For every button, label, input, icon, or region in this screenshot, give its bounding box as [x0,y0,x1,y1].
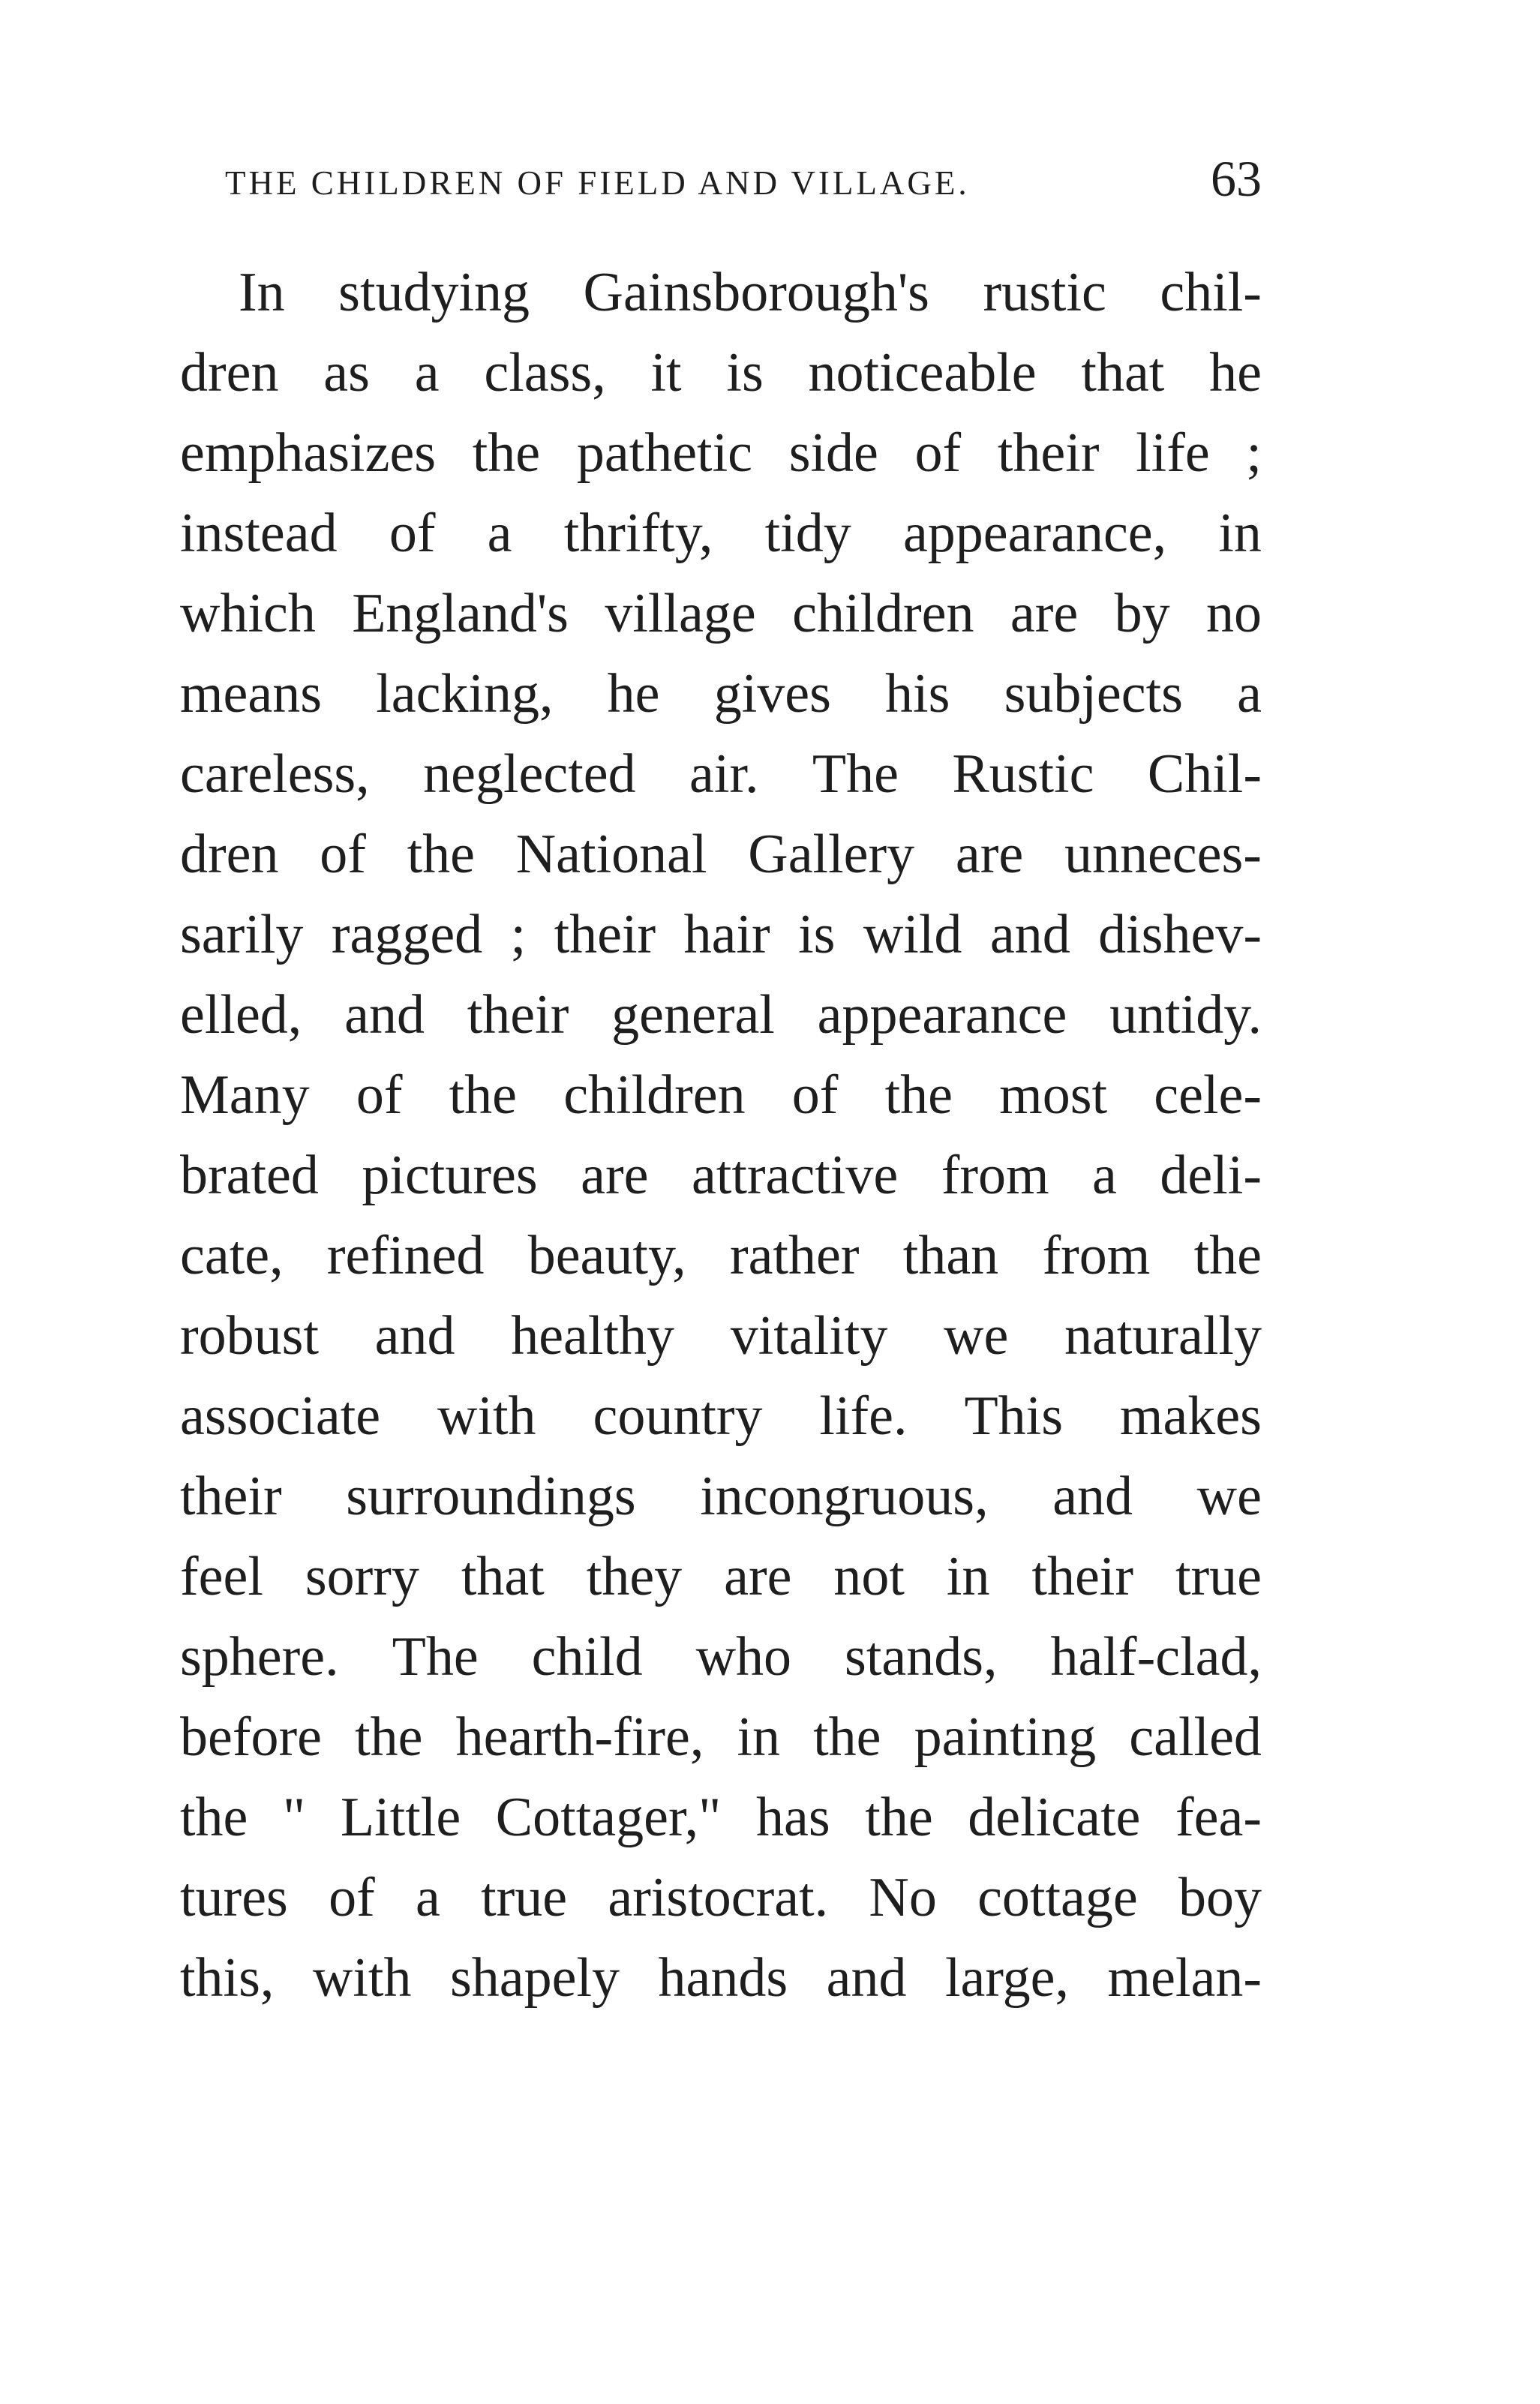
text-line [180,574,1262,654]
word: in [737,1706,781,1768]
text-line [180,1778,1262,1858]
text-line [180,333,1262,413]
text-line [180,1697,1262,1778]
word: sphere. [180,1626,339,1688]
word: robust [180,1305,319,1367]
word: their [180,1466,282,1527]
word: makes [1119,1385,1262,1447]
word: aristocrat. [608,1867,829,1928]
word: beauty, [527,1225,686,1286]
word: subjects [1004,663,1183,725]
word: village [605,583,756,644]
page-number: 63 [1211,150,1262,207]
word: studying [338,262,530,323]
word: children [563,1064,746,1126]
text-line [180,1858,1262,1938]
word: a [414,342,440,404]
word: from [1042,1225,1151,1286]
word: the [180,1787,248,1848]
word: tidy [764,503,851,564]
word: thrifty, [563,503,713,564]
word: noticeable [808,342,1037,404]
word: Gallery [748,824,915,885]
word: as [323,342,370,404]
word: In [239,262,285,323]
word: is [798,904,836,965]
running-title: THE CHILDREN OF FIELD AND VILLAGE. [225,164,970,202]
word: Chil- [1147,743,1262,805]
word: unneces- [1064,824,1262,885]
word: large, [944,1947,1070,2009]
word: boy [1178,1867,1262,1928]
word: neglected [423,743,636,805]
word: than [902,1225,999,1286]
word: Rustic [952,743,1094,805]
word: pathetic [576,422,753,484]
text-line [180,1537,1262,1617]
word: their [467,984,569,1046]
word: of [914,422,962,484]
word: vitality [730,1305,888,1367]
word: this, [180,1947,275,2009]
word: delicate [968,1787,1141,1848]
word: refined [326,1225,485,1286]
text-line [180,654,1262,734]
word: the [1193,1225,1262,1286]
word: which [180,583,316,644]
word: are [1010,583,1079,644]
word: side [788,422,878,484]
word: associate [180,1385,381,1447]
word: wild [863,904,962,965]
word: class, [484,342,606,404]
word: half-clad, [1050,1626,1262,1688]
word: he [1209,342,1262,404]
word: with [312,1947,412,2009]
word: has [755,1787,830,1848]
word: the [813,1706,881,1768]
word: his [885,663,950,725]
text-line [180,975,1262,1055]
word: that [1081,342,1165,404]
word: from [941,1145,1049,1206]
text-line [180,1055,1262,1136]
word: lacking, [376,663,554,725]
word: of [356,1064,403,1126]
word: instead [180,503,338,564]
word: a [1237,663,1262,725]
word: cele- [1154,1064,1262,1126]
word: children [792,583,974,644]
word: with [437,1385,536,1447]
word: incongruous, [700,1466,989,1527]
word: before [180,1706,322,1768]
word: the [355,1706,423,1768]
word: gives [713,663,831,725]
word: the [449,1064,518,1126]
word: no [1205,583,1262,644]
word: dren [180,342,279,404]
text-line [180,1457,1262,1537]
word: child [531,1626,643,1688]
text-line [180,1617,1262,1697]
word: England's [352,583,569,644]
word: deli- [1160,1145,1262,1206]
word: dishev- [1098,904,1262,965]
word: is [726,342,764,404]
word: sarily [180,904,304,965]
word: cottage [977,1867,1138,1928]
word: the [472,422,541,484]
word: and [344,984,425,1046]
word: we [944,1305,1009,1367]
word: emphasizes [180,422,437,484]
word: true [1175,1546,1262,1607]
word: feel [180,1546,263,1607]
word: we [1196,1466,1262,1527]
word: country [593,1385,763,1447]
word: ragged [331,904,483,965]
word: and [826,1947,907,2009]
word: true [481,1867,568,1928]
word: most [999,1064,1108,1126]
text-line [180,1136,1262,1216]
word: Gainsborough's [583,262,929,323]
word: rather [729,1225,860,1286]
word: means [180,663,323,725]
word: and [374,1305,455,1367]
word: untidy. [1109,984,1262,1046]
word: of [320,824,366,885]
word: This [964,1385,1063,1447]
word: of [329,1867,375,1928]
word: dren [180,824,279,885]
word: stands, [845,1626,998,1688]
text-line [180,1296,1262,1376]
word: their [1031,1546,1134,1607]
word: they [586,1546,683,1607]
word: The [812,743,899,805]
word: No [869,1867,937,1928]
word: careless, [180,743,370,805]
word: Little [340,1787,461,1848]
word: The [392,1626,479,1688]
text-line [180,1376,1262,1457]
text-line [180,494,1262,574]
word: life [1136,422,1210,484]
word: brated [180,1145,319,1206]
text-line [180,815,1262,895]
word: life. [819,1385,908,1447]
word: are [581,1145,649,1206]
word: cate, [180,1225,284,1286]
word: the [407,824,475,885]
text-line [180,1938,1262,2018]
text-line [180,413,1262,494]
word: in [946,1546,990,1607]
word: hands [658,1947,788,2009]
body-text [180,253,1262,2018]
word: rustic [983,262,1106,323]
word: ; [510,904,527,965]
word: a [415,1867,440,1928]
word: by [1114,583,1170,644]
running-header [225,147,1262,207]
word: National [515,824,707,885]
word: their [554,904,656,965]
word: surroundings [346,1466,636,1527]
word: hearth-fire, [455,1706,704,1768]
text-line [180,1216,1262,1296]
text-line [180,895,1262,975]
text-line [180,253,1262,333]
word: pictures [362,1145,538,1206]
word: shapely [449,1947,620,2009]
word: of [791,1064,839,1126]
word: naturally [1064,1305,1262,1367]
word: are [724,1546,792,1607]
word: that [461,1546,545,1607]
word: he [607,663,660,725]
word: melan- [1107,1947,1262,2009]
word: their [997,422,1100,484]
word: fea- [1175,1787,1262,1848]
word: the [884,1064,953,1126]
word: a [487,503,512,564]
word: healthy [511,1305,675,1367]
word: the [865,1787,933,1848]
word: who [695,1626,792,1688]
word: and [1052,1466,1133,1527]
word: tures [180,1867,288,1928]
word: are [955,824,1024,885]
word: hair [683,904,770,965]
word: elled, [180,984,302,1046]
word: painting [914,1706,1097,1768]
word: and [989,904,1070,965]
text-line [180,734,1262,815]
word: ; [1246,422,1262,484]
word: called [1129,1706,1262,1768]
word: general [611,984,775,1046]
word: appearance, [902,503,1167,564]
word: not [833,1546,905,1607]
word: appearance [817,984,1067,1046]
word: chil- [1160,262,1262,323]
word: of [389,503,436,564]
word: in [1218,503,1262,564]
word: Cottager," [495,1787,722,1848]
word: a [1092,1145,1117,1206]
word: attractive [691,1145,899,1206]
word: " [283,1787,306,1848]
word: Many [180,1064,310,1126]
word: air. [689,743,759,805]
word: sorry [305,1546,419,1607]
word: it [650,342,682,404]
